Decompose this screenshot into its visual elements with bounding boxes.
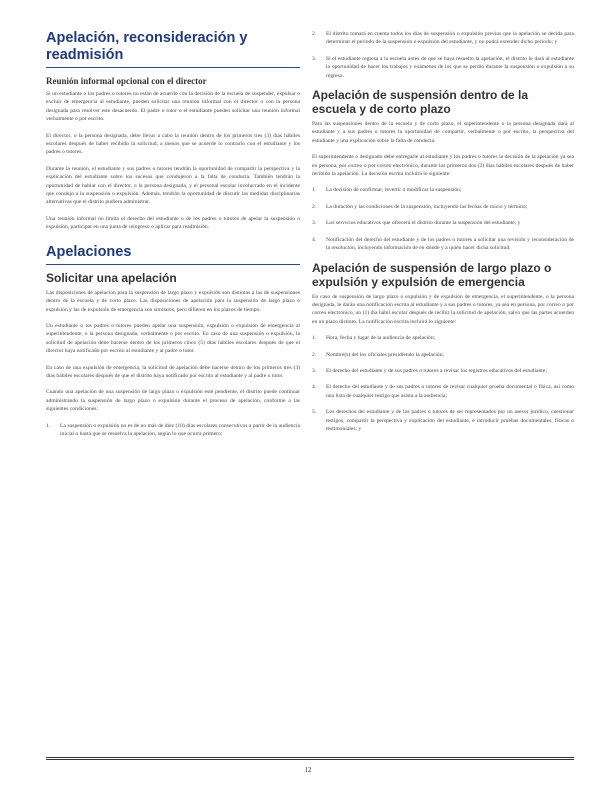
paragraph: Las disposiciones de apelación para la suspensión de largo plazo y expulsión son distintas a las de suspensiones dentro de la escuela y de corto plazo. Las disposiciones de apelación para la suspensión de largo plazo o expulsión y las de expulsión de emergencia son similares, pero difieren en los plazos de tiempo.	[46, 289, 300, 313]
title-rule	[46, 67, 300, 68]
list-item: 3. Los servicios educativos que ofrecerá el distrito durante la suspensión del estudiante; y	[312, 220, 521, 227]
list-item: 3. Si el estudiante regresa a la escuela antes de que se haya resuelto la apelación, el distrito le dará al estudiante la oportunidad de hacer los trabajos y exámenes de los que se perdió durante la suspensión o expulsión a su regreso.	[312, 55, 574, 79]
paragraph: En caso de suspensión de largo plazo o expulsión y de expulsión de emergencia, el superintendente, o la persona designada, le darán una notificación escrita al estudiante y a sus padres o tutores, ya sea en persona, por correo o por correo electrónico, un (1) día hábil escolar después de recibir la solicitud de apelación, salvo que las partes acuerden en un plazo distinto. La notificación escrita incluirá lo siguiente:	[312, 293, 574, 325]
paragraph: Un estudiante o los padres o tutores pueden apelar una suspensión, expulsión o expulsión de emergencia al superintendente, o la persona designada, verbalmente o por escrito. En caso de una suspensión o expulsión, la solicitud de apelación debe hacerse dentro de los primeros cinco (5) días hábiles escolares después de que el director haya notificado por escrito al estudiante y al padre o tutor.	[46, 322, 300, 355]
right-column	[312, 30, 574, 441]
list-item: 1. La decisión de confirmar, revertir o modificar la suspensión;	[312, 187, 462, 194]
list-item: 2. El distrito tomará en cuenta todos los días de suspensión o expulsión previos que la apelación se decida para determinar el periodo de la suspensión o expulsión del estudiante, y no podrá extender dicho periodo; y	[312, 31, 574, 46]
notice-list	[312, 334, 574, 433]
subtitle-short-term-appeal: Apelación de suspensión dentro de la escuela y de corto plazo	[312, 88, 529, 117]
subtitle-request-appeal: Solicitar una apelación	[46, 270, 177, 285]
list-item: 2. Nombre(s) del los oficiales presidiendo la apelación;	[312, 351, 445, 358]
list-item: 4. El derecho del estudiante y de sus padres o tutores de revisar cualquier prueba documental o física, así como una lista de cualquier testigo que asista a la audiencia;	[312, 384, 574, 399]
paragraph: Durante la reunión, el estudiante y sus padres o tutores tendrán la oportunidad de compartir la perspectiva y la explicación del estudiante sobre los sucesos que condujeron a la falta de conducta. También tendrán la oportunidad de hablar con el director, o la persona designada, y el personal escolar involucrado en el incidente que condujo a la suspensión o expulsión. Además, tendrán la oportunidad de discutir las medidas disciplinarias alternativas que el distrito pudiera administrar.	[46, 165, 300, 206]
paragraph: En caso de una expulsión de emergencia, la solicitud de apelación debe hacerse dentro de los primeros tres (3) días hábiles escolares después de que el distrito haya notificado por escrito al estudiante y al padre o tutor.	[46, 364, 300, 379]
left-column	[46, 30, 300, 446]
subtitle-long-term-appeal: Apelación de suspensión de largo plazo o expulsión y expulsión de emergencia	[312, 260, 552, 289]
footer-rule	[46, 759, 574, 760]
paragraph: El superintendente o designado debe entregarle al estudiante y los padres o tutores la decisión de la apelación ya sea en persona, por correo o por correo electrónico, durante los primeros dos (2) días hábiles escolares después de haber recibido la apelación. La decisión escrita incluirá lo siguiente:	[312, 154, 574, 178]
section-title-appeals: Apelaciones	[46, 243, 132, 260]
list-item: 4. Notificación del derecho del estudiante y de los padres o tutores a solicitar una revisión y reconsideración de la resolución, incluyendo información de en dónde y a quién hacer dicha solicitud.	[312, 236, 574, 252]
list-item: 1. La suspensión o expulsión no es de no más de diez (10) días escolares consecutivos a partir de la audiencia inicial o hasta que se resuelva la apelación, según lo que ocurra primero;	[46, 422, 300, 437]
paragraph: El director, o la persona designada, debe llevar a cabo la reunión dentro de los primeros tres (3) días hábiles escolares después de haber recibido la solicitud, a menos que se acuerde lo contrario con el estudiante y los padres o tutores.	[46, 132, 300, 156]
paragraph: Si un estudiante o los padres o tutores no están de acuerdo con la decisión de la escuela de suspender, expulsar o excluir de emergencia al estudiante, pueden solicitar una reunión informal con el director o con la persona designada para resolver este desacuerdo. El padre o tutor o el estudiante pueden solicitar una reunión informal verbalmente o por escrito.	[46, 91, 300, 123]
decision-list	[312, 186, 574, 252]
page-number: 12	[304, 766, 312, 774]
list-item: 3. El derecho del estudiante y de sus padres o tutores a revisar los registros educativos del estudiante;	[312, 367, 547, 374]
footer-rule	[46, 757, 574, 758]
paragraph: Cuando una apelación de una suspensión de largo plazo o expulsión esté pendiente, el distrito puede continuar administrando la suspensión de largo plazo o expulsión durante el proceso de apelación, conforme a las siguientes condiciones:	[46, 389, 300, 413]
list-item: 1. Hora, fecha y lugar de la audiencia de apelación;	[312, 335, 436, 342]
conditions-list	[46, 422, 300, 439]
title-rule	[46, 264, 300, 265]
conditions-list-continued	[312, 30, 574, 80]
subtitle-informal-meeting: Reunión informal opcional con el director	[46, 76, 207, 86]
paragraph: Para las suspensiones dentro de la escuela y de corto plazo, el superintendente o la persona designada dará al estudiante y a sus padres o tutores la oportunidad de compartir, verbalmente o por escrito, la perspectiva del estudiante y una explicación sobre la falta de conducta.	[312, 121, 574, 144]
list-item: 5. Los derechos del estudiante y de los padres o tutores de ser representados por un asesor jurídico, cuestionar testigos, compartir la perspectiva y explicación del estudiante, e introducir pruebas documentales, físicas o testimoniales; y	[312, 409, 574, 432]
list-item: 2. La duración y las condiciones de la suspensión, incluyendo las fechas de inicio y término;	[312, 203, 528, 210]
section-title-appeal-reconsideration: Apelación, reconsideración y readmisión	[46, 30, 248, 63]
paragraph: Una reunión informal no limita el derecho del estudiante o de los padres o tutores de apelar la suspensión o expulsión, participar en una junta de reingreso o aplicar para readmisión.	[46, 215, 300, 231]
